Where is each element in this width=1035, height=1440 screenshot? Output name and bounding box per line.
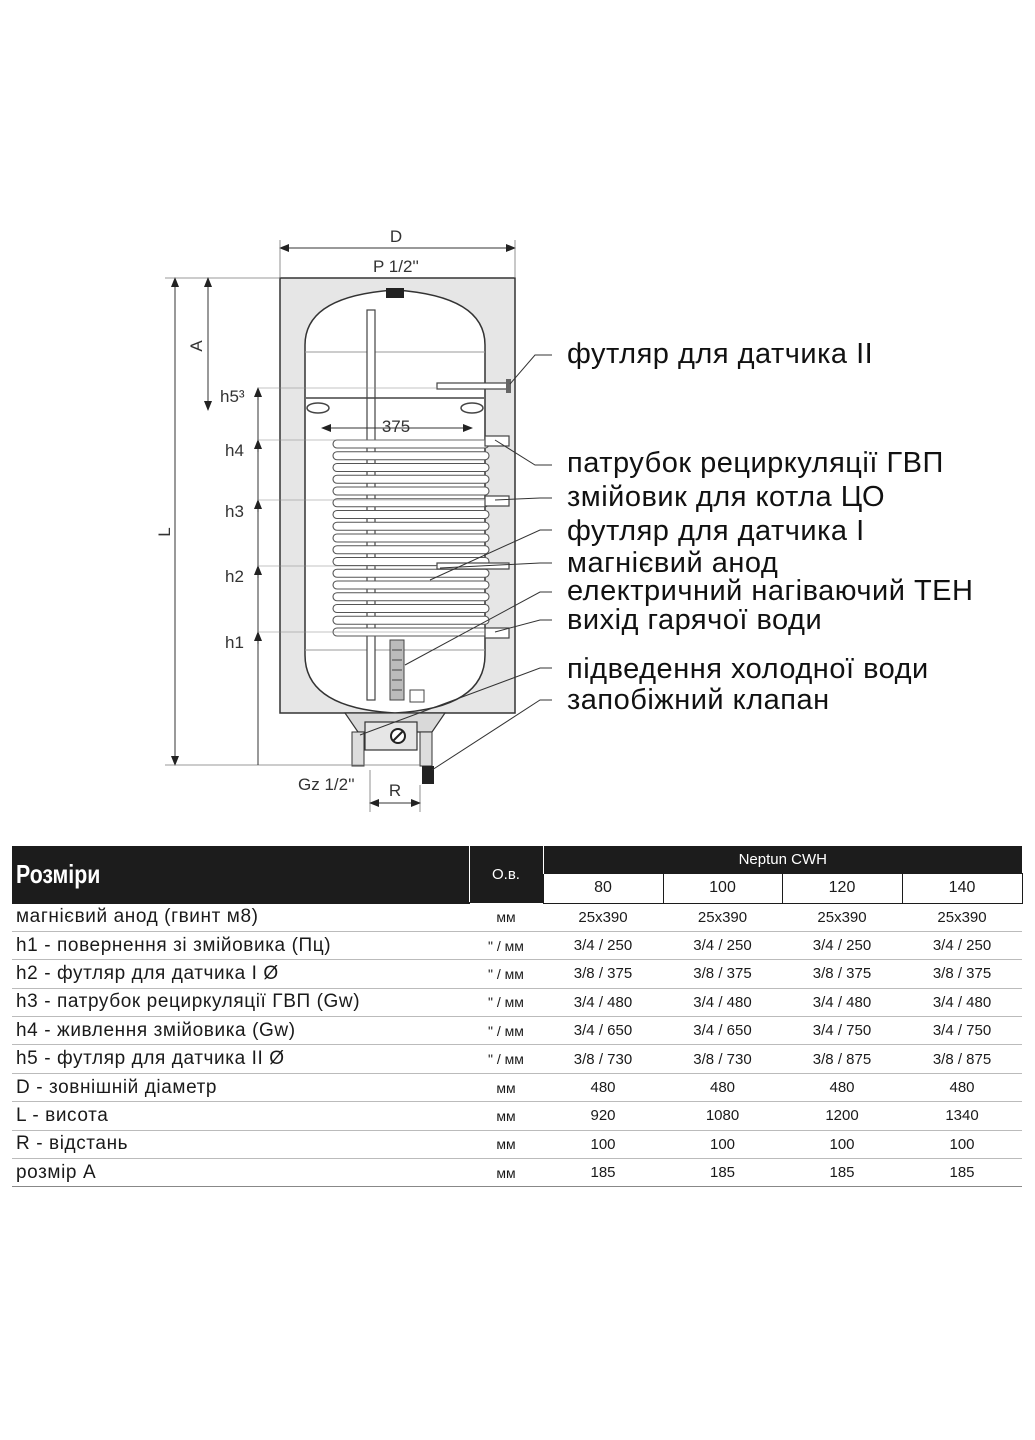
param-value: 3/8 / 875 [902, 1045, 1022, 1073]
param-value: 3/4 / 250 [902, 931, 1022, 959]
callout-recirculation: патрубок рециркуляції ГВП [567, 447, 944, 479]
dim-h5: h5³ [220, 387, 245, 406]
param-value: 3/4 / 750 [782, 1017, 902, 1045]
param-name: h3 - патрубок рециркуляції ГВП (Gw) [12, 988, 469, 1016]
dim-d: D [389, 227, 403, 246]
dim-h1: h1 [225, 633, 244, 652]
param-unit: " / мм [469, 960, 543, 988]
param-value: 3/4 / 480 [902, 988, 1022, 1016]
param-value: 3/4 / 650 [663, 1017, 782, 1045]
callout-sensor-1: футляр для датчика I [567, 515, 865, 547]
callout-anode: магнієвий анод [567, 547, 779, 579]
param-value: 920 [543, 1102, 663, 1130]
param-name: h2 - футляр для датчика I Ø [12, 960, 469, 988]
coil-loop [333, 581, 489, 589]
table-row [12, 960, 1022, 988]
param-value: 3/8 / 375 [902, 960, 1022, 988]
param-unit: мм [469, 1130, 543, 1158]
table-row [12, 988, 1022, 1016]
param-unit: " / мм [469, 1017, 543, 1045]
coil-loop [333, 593, 489, 601]
dimensions-table [12, 846, 1023, 1187]
param-name: R - відстань [12, 1130, 469, 1158]
dim-h4: h4 [225, 441, 244, 460]
coil-loop [333, 569, 489, 577]
param-value: 1340 [902, 1102, 1022, 1130]
coil-loop [333, 522, 489, 530]
coil-loop [333, 452, 489, 460]
heating-coil [333, 440, 489, 636]
param-value: 3/4 / 480 [782, 988, 902, 1016]
coil-loop [333, 440, 489, 448]
param-unit: мм [469, 903, 543, 931]
table-row [12, 1045, 1022, 1073]
callout-safety-valve: запобіжний клапан [567, 684, 830, 716]
capacity-header: 100 [663, 873, 782, 903]
param-value: 100 [663, 1130, 782, 1158]
param-value: 25x390 [782, 903, 902, 931]
safety-valve [422, 766, 434, 784]
model-header: Neptun CWH [543, 846, 1022, 873]
coil-loop [333, 475, 489, 483]
coil-loop [333, 487, 489, 495]
param-name: L - висота [12, 1102, 469, 1130]
param-value: 25x390 [663, 903, 782, 931]
param-value: 1200 [782, 1102, 902, 1130]
param-value: 185 [782, 1159, 902, 1187]
coil-loop [333, 464, 489, 472]
param-value: 25x390 [543, 903, 663, 931]
param-value: 3/4 / 480 [663, 988, 782, 1016]
param-value: 3/4 / 250 [782, 931, 902, 959]
dim-coil-width: 375 [381, 417, 411, 436]
param-unit: " / мм [469, 931, 543, 959]
param-value: 100 [902, 1130, 1022, 1158]
table-row [12, 1073, 1022, 1101]
param-value: 480 [663, 1073, 782, 1101]
param-unit: мм [469, 1102, 543, 1130]
param-value: 3/4 / 250 [663, 931, 782, 959]
param-value: 480 [543, 1073, 663, 1101]
param-value: 3/8 / 375 [663, 960, 782, 988]
param-value: 480 [902, 1073, 1022, 1101]
capacity-header: 80 [543, 873, 663, 903]
table-row [12, 1130, 1022, 1158]
param-name: h1 - повернення зі змійовика (Пц) [12, 931, 469, 959]
table-row [12, 903, 1022, 931]
dim-l: L [155, 527, 174, 537]
cold-water-pipe [420, 732, 432, 766]
param-value: 3/8 / 875 [782, 1045, 902, 1073]
table-row [12, 1017, 1022, 1045]
param-value: 185 [902, 1159, 1022, 1187]
coil-loop [333, 534, 489, 542]
callout-cold-water: підведення холодної води [567, 653, 929, 685]
callout-sensor-2: футляр для датчика II [567, 338, 874, 370]
coil-loop [333, 511, 489, 519]
param-value: 185 [543, 1159, 663, 1187]
table-title: Розміри [12, 846, 469, 903]
coil-loop [333, 546, 489, 554]
param-value: 3/4 / 480 [543, 988, 663, 1016]
dim-gz: Gz 1/2'' [298, 775, 355, 794]
param-name: розмір A [12, 1159, 469, 1187]
param-unit: " / мм [469, 1045, 543, 1073]
param-value: 3/8 / 375 [782, 960, 902, 988]
hot-water-pipe [352, 732, 364, 766]
table-row [12, 1102, 1022, 1130]
callout-coil: змійовик для котла ЦО [567, 481, 886, 513]
param-unit: " / мм [469, 988, 543, 1016]
param-name: h4 - живлення змійовика (Gw) [12, 1017, 469, 1045]
param-value: 3/8 / 730 [543, 1045, 663, 1073]
param-value: 25x390 [902, 903, 1022, 931]
dim-h2: h2 [225, 567, 244, 586]
table-row [12, 1159, 1022, 1187]
callout-heating-element: електричний нагіваючий ТЕН [567, 575, 974, 607]
param-name: D - зовнішній діаметр [12, 1073, 469, 1101]
param-name: h5 - футляр для датчика II Ø [12, 1045, 469, 1073]
param-value: 3/4 / 750 [902, 1017, 1022, 1045]
callout-hot-water: вихід гарячої води [567, 604, 823, 636]
param-value: 3/8 / 375 [543, 960, 663, 988]
param-value: 480 [782, 1073, 902, 1101]
param-value: 100 [543, 1130, 663, 1158]
capacity-header: 140 [902, 873, 1022, 903]
param-value: 1080 [663, 1102, 782, 1130]
capacity-header: 120 [782, 873, 902, 903]
param-unit: мм [469, 1073, 543, 1101]
param-value: 3/4 / 650 [543, 1017, 663, 1045]
unit-header: О.в. [469, 846, 543, 903]
table-row [12, 931, 1022, 959]
top-connector [386, 288, 404, 298]
param-unit: мм [469, 1159, 543, 1187]
coil-loop [333, 605, 489, 613]
param-value: 100 [782, 1130, 902, 1158]
dim-r: R [388, 781, 402, 800]
dim-a: A [187, 340, 206, 352]
dim-h3: h3 [225, 502, 244, 521]
coil-loop [333, 616, 489, 624]
dim-p: P 1/2'' [373, 257, 419, 276]
param-value: 185 [663, 1159, 782, 1187]
param-value: 3/4 / 250 [543, 931, 663, 959]
param-name: магнієвий анод (гвинт м8) [12, 903, 469, 931]
param-value: 3/8 / 730 [663, 1045, 782, 1073]
